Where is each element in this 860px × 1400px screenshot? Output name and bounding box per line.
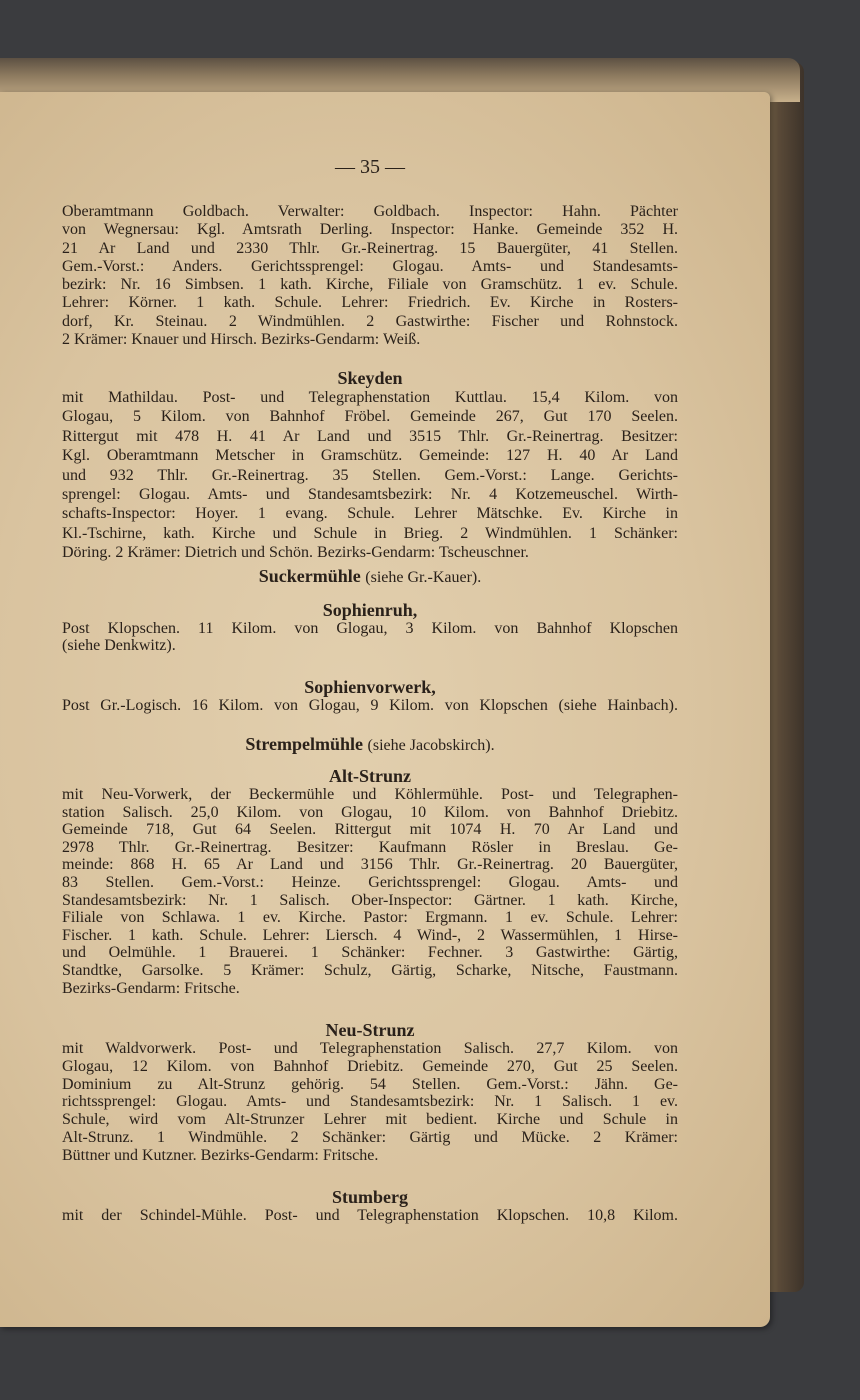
text-line: Standtke, Garsolke. 5 Krämer: Schulz, Gärtig, Scharke, Nitsche, Faustmann. (62, 961, 678, 979)
text-line: 2978 Thlr. Gr.-Reinertrag. Besitzer: Kaufmann Rösler in Breslau. Ge- (62, 838, 678, 856)
text-line: Schule, wird vom Alt-Strunzer Lehrer mit bedient. Kirche und Schule in (62, 1111, 678, 1129)
text-line: Dominium zu Alt-Strunz gehörig. 54 Stellen. Gem.-Vorst.: Jähn. Ge- (62, 1075, 678, 1093)
text-line: mit der Schindel-Mühle. Post- und Telegraphenstation Klopschen. 10,8 Kilom. (62, 1207, 678, 1224)
entry-heading (62, 368, 678, 388)
entry-sophienvorwerk (62, 677, 678, 715)
heading-text: Sophienruh, (322, 600, 418, 620)
text-line: von Wegnersau: Kgl. Amtsrath Derling. Inspector: Hanke. Gemeinde 352 H. (62, 221, 678, 239)
text-line: Post Klopschen. 11 Kilom. von Glogau, 3 Kilom. von Bahnhof Klopschen (62, 620, 678, 637)
entry-heading (62, 600, 678, 620)
heading-text: Stumberg (332, 1187, 408, 1207)
text-line: Döring. 2 Krämer: Dietrich und Schön. Bezirks-Gendarm: Tscheuschner. (62, 544, 529, 562)
text-line: Filiale von Schlawa. 1 ev. Kirche. Pastor: Ergmann. 1 ev. Schule. Lehrer: (62, 909, 678, 927)
text-line: und Oelmühle. 1 Brauerei. 1 Schänker: Fechner. 3 Gastwirthe: Gärtig, (62, 944, 678, 962)
entry-heading (62, 566, 678, 588)
page-number: — 35 — (335, 156, 405, 178)
entry-stumberg (62, 1187, 678, 1225)
text-line: (siehe Denkwitz). (62, 637, 176, 654)
entry-alt-strunz (62, 766, 678, 997)
heading-text: Sophienvorwerk, (304, 677, 436, 697)
text-line: 2 Krämer: Knauer und Hirsch. Bezirks-Gendarm: Weiß. (62, 331, 421, 349)
text-line: Lehrer: Körner. 1 kath. Schule. Lehrer: Friedrich. Ev. Kirche in Rosters- (62, 294, 678, 312)
entry-heading (62, 734, 678, 756)
text-line: 83 Stellen. Gem.-Vorst.: Heinze. Gerichtssprengel: Glogau. Amts- und (62, 873, 678, 891)
entry-heading (62, 677, 678, 697)
text-line: dorf, Kr. Steinau. 2 Windmühlen. 2 Gastwirthe: Fischer und Rohnstock. (62, 312, 678, 330)
text-line: meinde: 868 H. 65 Ar Land und 3156 Thlr. Gr.-Reinertrag. 20 Bauergüter, (62, 856, 678, 874)
text-line: schafts-Inspector: Hoyer. 1 evang. Schule. Lehrer Mätschke. Ev. Kirche in (62, 505, 678, 523)
text-line: mit Neu-Vorwerk, der Beckermühle und Köhlermühle. Post- und Telegraphen- (62, 786, 678, 803)
text-line: Standesamtsbezirk: Nr. 1 Salisch. Ober-Inspector: Gärtner. 1 kath. Kirche, (62, 891, 678, 909)
text-line: Bezirks-Gendarm: Fritsche. (62, 979, 240, 997)
text-line: Kl.-Tschirne, kath. Kirche und Schule in Brieg. 2 Windmühlen. 1 Schänker: (62, 524, 678, 542)
heading-note: (siehe Gr.-Kauer). (365, 569, 482, 586)
text-line: Kgl. Oberamtmann Metscher in Gramschütz. Gemeinde: 127 H. 40 Ar Land (62, 447, 678, 465)
text-line: und 932 Thlr. Gr.-Reinertrag. 35 Stellen. Gem.-Vorst.: Lange. Gerichts- (62, 466, 678, 484)
text-line: Fischer. 1 kath. Schule. Lehrer: Liersch. 4 Wind-, 2 Wassermühlen, 1 Hirse- (62, 926, 678, 944)
text-line: Post Gr.-Logisch. 16 Kilom. von Glogau, 9 Kilom. von Klopschen (siehe Hainbach). (62, 697, 678, 714)
text-line: Büttner und Kutzner. Bezirks-Gendarm: Fritsche. (62, 1146, 379, 1164)
text-line: Gem.-Vorst.: Anders. Gerichtssprengel: Glogau. Amts- und Standesamts- (62, 257, 678, 275)
heading-text: Suckermühle (258, 566, 361, 586)
heading-text: Neu-Strunz (325, 1020, 415, 1040)
text-line: mit Mathildau. Post- und Telegraphenstation Kuttlau. 15,4 Kilom. von (62, 389, 678, 406)
heading-text: Skeyden (337, 368, 403, 388)
text-line: Glogau, 12 Kilom. von Bahnhof Driebitz. Gemeinde 270, Gut 25 Seelen. (62, 1057, 678, 1075)
entry-heading (62, 1020, 678, 1040)
entry-heading (62, 766, 678, 786)
entry-skeyden (62, 368, 678, 563)
entry-suckermühle (62, 566, 678, 588)
entry-neu-strunz (62, 1020, 678, 1165)
entry-sophienruh (62, 600, 678, 654)
entry-strempelmühle (62, 734, 678, 756)
text-line: sprengel: Glogau. Amts- und Standesamtsbezirk: Nr. 4 Kotzemeuschel. Wirth- (62, 486, 678, 504)
entry-heading (62, 1187, 678, 1207)
entry-intro (62, 203, 678, 349)
text-line: 21 Ar Land und 2330 Thlr. Gr.-Reinertrag. 15 Bauergüter, 41 Stellen. (62, 239, 678, 257)
text-line: Oberamtmann Goldbach. Verwalter: Goldbach. Inspector: Hahn. Pächter (62, 203, 678, 220)
text-line: station Salisch. 25,0 Kilom. von Glogau, 10 Kilom. von Bahnhof Driebitz. (62, 803, 678, 821)
text-line: Gemeinde 718, Gut 64 Seelen. Rittergut mit 1074 H. 70 Ar Land und (62, 821, 678, 839)
text-line: Rittergut mit 478 H. 41 Ar Land und 3515 Thlr. Gr.-Reinertrag. Besitzer: (62, 427, 678, 445)
heading-note: (siehe Jacobskirch). (367, 737, 495, 754)
text-line: richtssprengel: Glogau. Amts- und Standesamtsbezirk: Nr. 1 Salisch. 1 ev. (62, 1093, 678, 1111)
heading-text: Strempelmühle (245, 734, 364, 754)
heading-text: Alt-Strunz (329, 766, 411, 786)
text-line: Alt-Strunz. 1 Windmühle. 2 Schänker: Gärtig und Mücke. 2 Krämer: (62, 1128, 678, 1146)
text-line: bezirk: Nr. 16 Simbsen. 1 kath. Kirche, Filiale von Gramschütz. 1 ev. Schule. (62, 276, 678, 294)
text-line: mit Waldvorwerk. Post- und Telegraphenstation Salisch. 27,7 Kilom. von (62, 1040, 678, 1057)
text-line: Glogau, 5 Kilom. von Bahnhof Fröbel. Gemeinde 267, Gut 170 Seelen. (62, 408, 678, 426)
